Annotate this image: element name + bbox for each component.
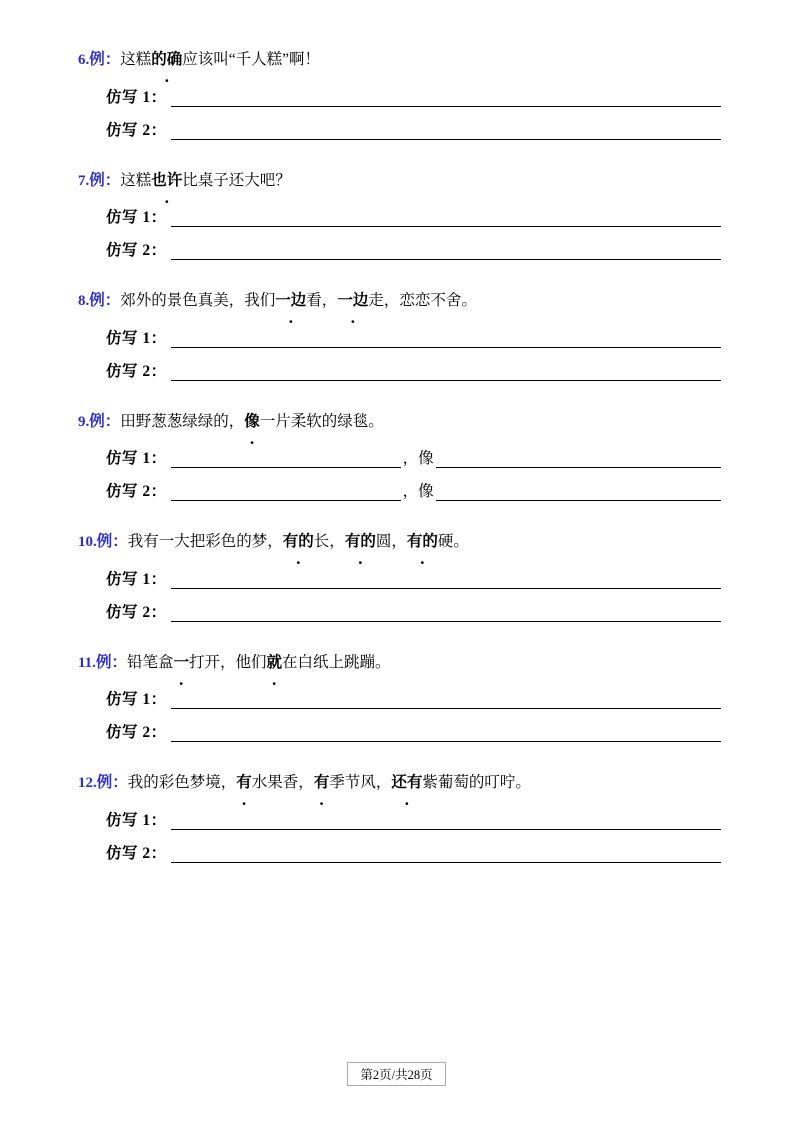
item-number: 11.: [78, 654, 96, 671]
example-label: 例：: [95, 653, 127, 671]
example-middle-2: 圆，: [375, 533, 407, 550]
answer-label: 仿写 1：: [106, 209, 167, 226]
example-middle: 打开，他们: [188, 653, 267, 671]
answer-label: 仿写 2：: [106, 121, 167, 139]
exercise-item-9: [72, 410, 721, 502]
item-number: 12.: [78, 775, 97, 791]
item-number: 8.: [78, 293, 90, 309]
compare-word: 像: [418, 483, 434, 500]
example-line-9: [72, 410, 721, 434]
answer-label: 仿写 1：: [106, 811, 167, 829]
answer-row-1: [72, 567, 721, 589]
emphasis-word: 一边: [275, 292, 307, 309]
example-middle: 看，: [306, 292, 338, 309]
answer-label: 仿写 2：: [106, 724, 167, 741]
emphasis-word: 有的: [282, 533, 314, 550]
example-prefix: 田野葱葱绿绿的，: [120, 412, 245, 430]
example-suffix: 紫葡萄的叮咛。: [422, 774, 531, 791]
answer-row-2: [72, 118, 721, 140]
page-number: 第2页/共28页: [347, 1062, 445, 1086]
emphasis-word: 的确: [151, 51, 183, 68]
emphasis-word: 像: [244, 412, 260, 430]
page-footer: [0, 1062, 793, 1086]
answer-row-2: [72, 720, 721, 742]
example-middle-2: 季节风，: [329, 774, 392, 791]
example-suffix: 走，恋恋不舍。: [368, 292, 477, 309]
answer-row-1: [72, 326, 721, 348]
example-label: 例：: [89, 412, 121, 430]
answer-blank-part1[interactable]: [171, 450, 401, 468]
answer-blank[interactable]: [171, 845, 721, 863]
exercise-item-6: [72, 48, 721, 140]
emphasis-word-2: 有: [313, 774, 330, 791]
item-number: 10.: [78, 534, 97, 550]
example-label: 例：: [96, 774, 128, 791]
compare-connector: ，像: [402, 450, 434, 467]
answer-label: 仿写 2：: [106, 362, 167, 380]
answer-blank[interactable]: [171, 242, 721, 260]
answer-row-2: [72, 479, 721, 501]
answer-row-1: [72, 687, 721, 709]
emphasis-word-2: 有的: [344, 533, 376, 550]
exercise-item-10: [72, 530, 721, 622]
example-line-7: [72, 169, 721, 193]
answer-row-2: [72, 841, 721, 863]
answer-blank-part2[interactable]: [436, 483, 721, 501]
answer-blank[interactable]: [171, 571, 721, 589]
emphasis-word-3: 还有: [391, 774, 423, 791]
answer-row-1: [72, 808, 721, 830]
example-suffix: 一片柔软的绿毯。: [259, 412, 384, 430]
emphasis-word-2: 就: [266, 653, 283, 671]
answer-label: 仿写 2：: [106, 242, 167, 259]
answer-blank-part2[interactable]: [436, 450, 721, 468]
example-label: 例：: [89, 171, 121, 189]
answer-blank[interactable]: [171, 724, 721, 742]
example-prefix: 这糕: [120, 51, 152, 68]
example-prefix: 我的彩色梦境，: [127, 774, 237, 791]
answer-label: 仿写 1：: [106, 329, 167, 347]
answer-label: 仿写 2：: [106, 603, 167, 621]
example-suffix: 应该叫“千人糕”啊！: [182, 51, 321, 68]
example-label: 例：: [96, 533, 128, 550]
example-label: 例：: [89, 292, 121, 309]
example-middle: 水果香，: [251, 774, 314, 791]
emphasis-word: 一: [173, 653, 189, 671]
exercise-item-11: [72, 651, 721, 743]
answer-label: 仿写 1：: [106, 450, 167, 467]
answer-blank[interactable]: [171, 122, 721, 140]
example-line-10: [72, 530, 721, 554]
emphasis-word-2: 一边: [337, 292, 369, 309]
item-number: 7.: [78, 172, 90, 189]
answer-blank[interactable]: [171, 812, 721, 830]
answer-label: 仿写 2：: [106, 844, 167, 862]
item-number: 6.: [78, 52, 90, 68]
answer-row-2: [72, 600, 721, 622]
example-line-8: [72, 289, 721, 313]
answer-blank[interactable]: [171, 691, 721, 709]
compare-connector: ，像: [402, 483, 434, 500]
exercise-item-12: [72, 771, 721, 863]
answer-label: 仿写 1：: [106, 691, 167, 708]
emphasis-word: 有: [236, 774, 252, 791]
example-prefix: 铅笔盒: [126, 653, 174, 671]
answer-blank[interactable]: [171, 89, 721, 107]
example-label: 例：: [89, 51, 121, 68]
answer-blank[interactable]: [171, 209, 721, 227]
compare-word: 像: [418, 450, 434, 467]
example-suffix: 硬。: [437, 533, 469, 550]
answer-label: 仿写 1：: [106, 570, 167, 588]
emphasis-word: 也许: [151, 171, 183, 189]
answer-blank-part1[interactable]: [171, 483, 401, 501]
example-prefix: 郊外的景色真美，我们: [120, 292, 276, 309]
answer-row-2: [72, 238, 721, 260]
emphasis-word-3: 有的: [406, 533, 438, 550]
example-line-6: [72, 48, 721, 72]
exercise-item-8: [72, 289, 721, 381]
answer-row-1: [72, 446, 721, 468]
answer-label: 仿写 1：: [106, 88, 167, 106]
example-suffix: 在白纸上跳蹦。: [282, 653, 391, 671]
example-line-12: [72, 771, 721, 795]
answer-label: 仿写 2：: [106, 483, 167, 500]
answer-blank[interactable]: [171, 363, 721, 381]
example-middle: 长，: [313, 533, 345, 550]
example-line-11: [72, 651, 721, 675]
answer-row-2: [72, 359, 721, 381]
example-prefix: 这糕: [120, 171, 152, 189]
exercise-item-7: [72, 169, 721, 261]
example-suffix: 比桌子还大吧？: [182, 171, 291, 189]
example-prefix: 我有一大把彩色的梦，: [127, 533, 283, 550]
item-number: 9.: [78, 413, 90, 430]
answer-blank[interactable]: [171, 604, 721, 622]
answer-blank[interactable]: [171, 330, 721, 348]
